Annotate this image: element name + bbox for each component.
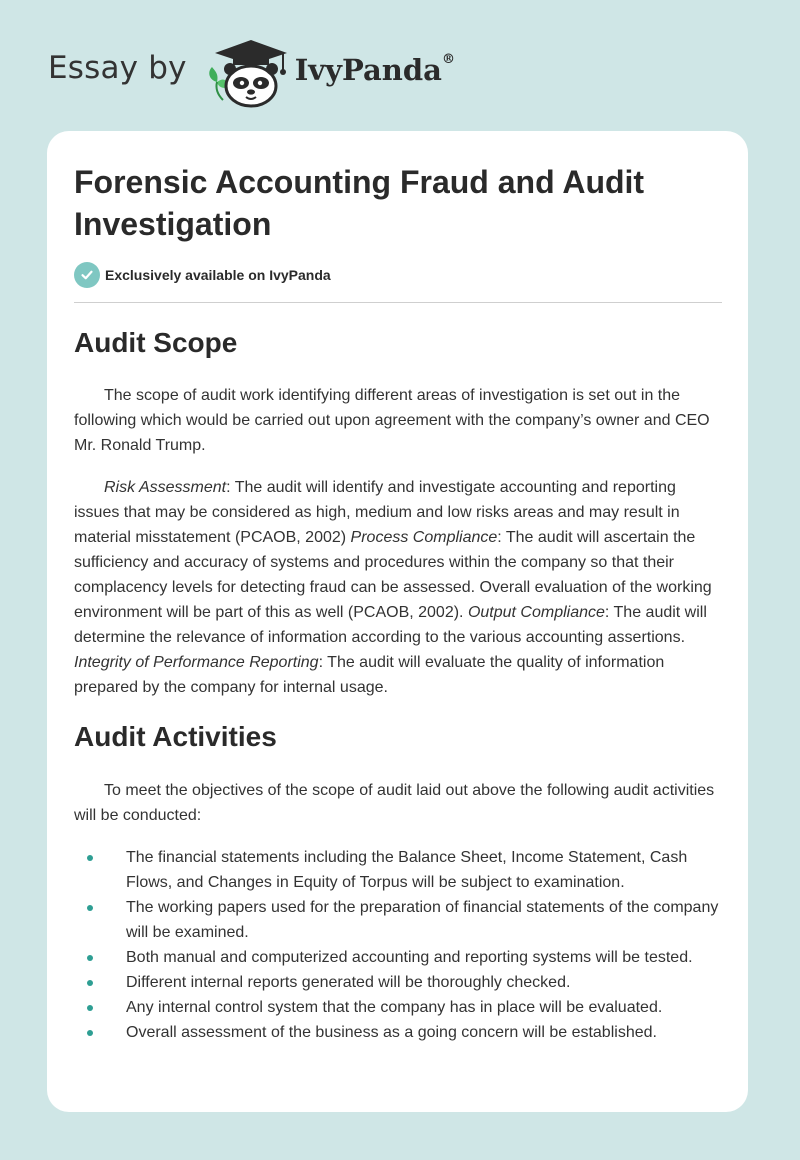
paragraph-scope-intro: The scope of audit work identifying different areas of investigation is set out in the following which would be carried out upon agreement with the company’s owner and CEO Mr. Ronald Trump. — [74, 387, 710, 454]
essay-content — [74, 161, 722, 1045]
list-item: Different internal reports generated will be thoroughly checked. — [74, 970, 722, 995]
activities-list — [74, 845, 722, 1045]
page-title: Forensic Accounting Fraud and Audit Investigation — [74, 164, 645, 242]
bullet-icon — [87, 1030, 93, 1036]
list-item: The financial statements including the Balance Sheet, Income Statement, Cash Flows, and Changes in Equity of Torpus will be subject to examination. — [74, 845, 722, 895]
term-output-compliance: Output Compliance — [467, 604, 605, 621]
brand-header — [48, 36, 455, 108]
list-item: The working papers used for the preparation of financial statements of the company will be examined. — [74, 895, 722, 945]
list-item: Overall assessment of the business as a going concern will be established. — [74, 1020, 722, 1045]
bullet-icon — [87, 955, 93, 961]
brand-prefix: Essay by — [48, 50, 187, 86]
list-item: Both manual and computerized accounting and reporting systems will be tested. — [74, 945, 722, 970]
term-process-compliance: Process Compliance — [350, 529, 498, 546]
paragraph-scope-details: Risk Assessment: The audit will identify and investigate accounting and reporting issues that may be considered as high, medium and low risks areas and may result in material misstatement (PCAOB, 2002) Process Compliance: The audit will ascertain the sufficiency and accuracy of systems and procedures within the company so that their complacency levels for detecting fraud can be assessed. Overall evaluation of the working environment will be part of this as well (PCAOB, 2002). Output Compliance: The audit will determine the relevance of information according to the various accounting assertions. Integrity of Performance Reporting: The audit will evaluate the quality of information prepared by the company for internal usage. — [74, 479, 712, 696]
bullet-icon — [87, 855, 93, 861]
paragraph-activities-intro: To meet the objectives of the scope of audit laid out above the following audit activities will be conducted: — [74, 782, 715, 824]
term-integrity-reporting: Integrity of Performance Reporting — [74, 654, 319, 671]
essay-card — [47, 131, 748, 1112]
term-risk-assessment: Risk Assessment — [104, 479, 227, 496]
bullet-icon — [87, 980, 93, 986]
badge-text: Exclusively available on IvyPanda — [105, 267, 331, 283]
bullet-icon — [87, 905, 93, 911]
graduation-panda-logo-icon — [203, 36, 291, 108]
brand-name: IvyPanda® — [294, 52, 455, 87]
exclusive-badge — [74, 261, 722, 289]
bullet-icon — [87, 1005, 93, 1011]
section-heading-audit-scope: Audit Scope — [74, 327, 238, 358]
section-heading-audit-activities: Audit Activities — [74, 721, 277, 752]
divider — [74, 302, 722, 303]
check-icon — [74, 262, 100, 288]
list-item: Any internal control system that the company has in place will be evaluated. — [74, 995, 722, 1020]
